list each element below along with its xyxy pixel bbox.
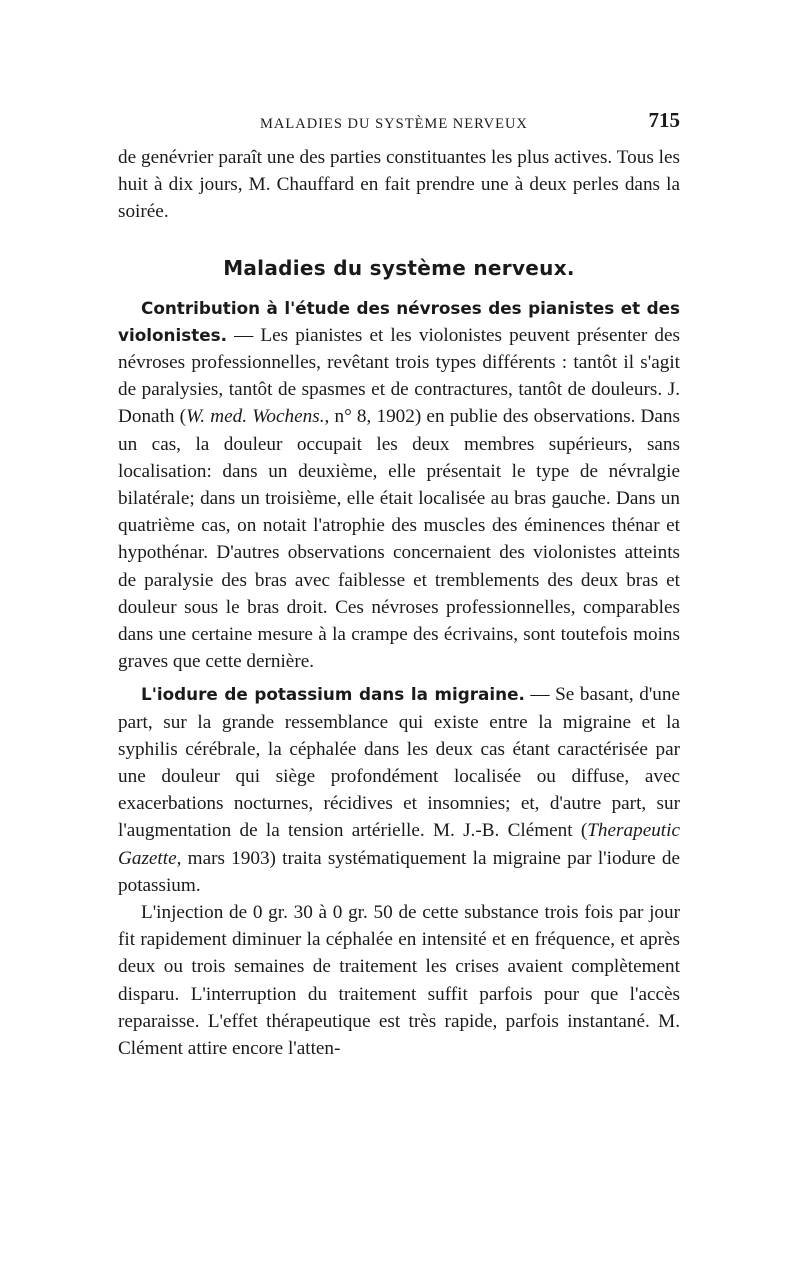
- running-title: MALADIES DU SYSTÈME NERVEUX: [260, 116, 528, 132]
- section-title: Maladies du système nerveux.: [223, 255, 575, 280]
- article-migraine-text-start: — Se basant, d'une part, sur la grande ressemblance qui existe entre la migraine et la syphilis cérébrale, la céphalée dans les deux cas étant caractérisée par une douleur qui siège profondément localisée ou diffuse, avec exacerbations nocturnes, récidives et insomnies; et, d'autre part, sur l'augmentation de la tension artérielle. M. J.-B. Clément (: [118, 684, 680, 842]
- article-neuroses-text-end: , n° 8, 1902) en publie des observations. Dans un cas, la douleur occupait les deux membres supérieurs, sans localisation: dans un deuxième, elle présentait le type de névralgie bilatérale; dans un troisième, elle était localisée au bras gauche. Dans un quatrième cas, on notait l'atrophie des muscles des éminences thénar et hypothénar. D'autres observations concernaient des violonistes atteints de paralysie des bras avec faiblesse et tremblements des deux bras et douleur sous le bras droit. Ces névroses professionnelles, comparables dans une certaine mesure à la crampe des écrivains, sont toutefois moins graves que cette dernière.: [118, 406, 680, 673]
- article-migraine-text-end: , mars 1903) traita systématiquement la migraine par l'iodure de potassium.: [118, 847, 680, 896]
- article-neuroses-text-start: — Les pianistes et les violonistes peuvent présenter des névroses professionnelles, revêtant trois types différents : tantôt il s'agit de paralysies, tantôt de spasmes et de contractures, tantôt de douleurs. J. Donath (: [118, 324, 680, 428]
- running-head: [118, 108, 680, 144]
- book-page: [118, 108, 680, 1062]
- article-migraine-continuation: L'injection de 0 gr. 30 à 0 gr. 50 de cette substance trois fois par jour fit rapidement diminuer la céphalée en intensité et en fréquence, et après deux ou trois semaines de traitement les crises avaient complètement disparu. L'interruption du traitement suffit parfois pour que l'accès reparaisse. L'effet thérapeutique est très rapide, parfois instantané. M. Clément attire encore l'atten-: [118, 902, 680, 1060]
- article-migraine-heading: L'iodure de potassium dans la migraine.: [141, 684, 525, 705]
- article-neuroses-citation: W. med. Wochens.: [186, 406, 325, 428]
- article-neuroses-paragraph: [118, 295, 680, 676]
- page-number: 715: [648, 108, 680, 132]
- intro-paragraph: de genévrier paraît une des parties constituantes les plus actives. Tous les huit à dix jours, M. Chauffard en fait prendre une à deux perles dans la soirée.: [118, 147, 680, 223]
- article-neuroses-heading: Contribution à l'étude des névroses des pianistes et des violonistes.: [118, 297, 680, 345]
- article-migraine-paragraph: [118, 681, 680, 899]
- article-migraine-citation: Therapeutic Gazette: [118, 820, 680, 869]
